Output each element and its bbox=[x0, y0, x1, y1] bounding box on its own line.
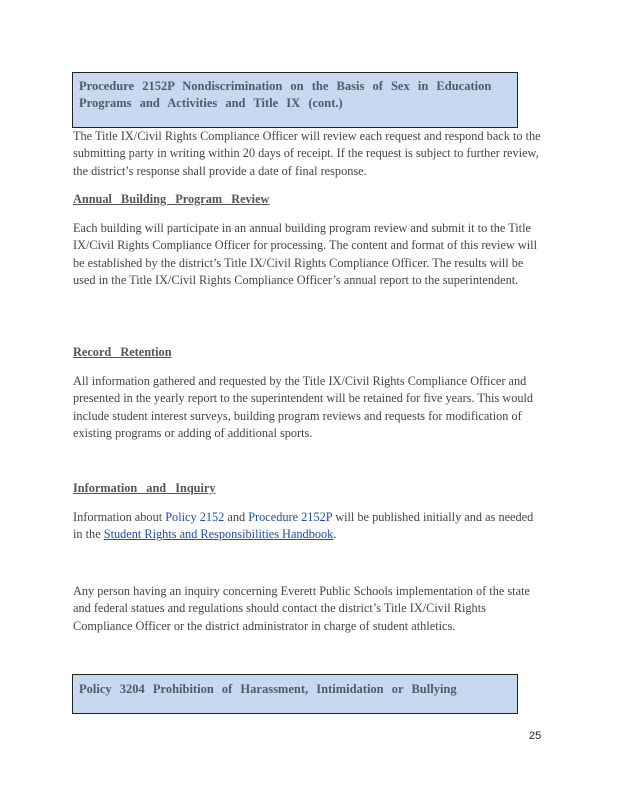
info-text-end: . bbox=[333, 527, 337, 542]
record-retention-heading: Record Retention bbox=[73, 345, 172, 359]
inquiry-paragraph: Any person having an inquiry concerning Everett Public Schools implementation of the state and federal statues and regulations should contact the district’s Title IX/Civil Rights Compliance Officer or the district administrator in charge of student athletics. bbox=[73, 584, 530, 633]
procedure-header-line2: Programs and Activities and Title IX (cont.) bbox=[79, 96, 343, 110]
info-text-pre: Information about bbox=[73, 510, 166, 524]
procedure-2152p-link[interactable]: Procedure 2152P bbox=[248, 510, 333, 524]
policy-3204-header-box bbox=[72, 674, 518, 714]
information-inquiry-heading: Information and Inquiry bbox=[73, 481, 216, 495]
policy-3204-header-text: Policy 3204 Prohibition of Harassment, Intimidation or Bullying bbox=[79, 682, 457, 696]
annual-review-paragraph: Each building will participate in an annual building program review and submit it to the Title IX/Civil Rights Compliance Officer for processing. The content and format of this review will be established by the district’s Title IX/Civil Rights Compliance Officer. The results will be used in the Title IX/Civil Rights Compliance Officer’s annual report to the superintendent. bbox=[73, 221, 537, 287]
information-paragraph bbox=[73, 509, 543, 544]
review-paragraph: The Title IX/Civil Rights Compliance Officer will review each request and respond back to the submitting party in writing within 20 days of receipt. If the request is subject to further review, the district’s response shall provide a date of final response. bbox=[73, 129, 541, 178]
procedure-header-line1: Procedure 2152P Nondiscrimination on the Basis of Sex in Education bbox=[79, 79, 492, 93]
handbook-link[interactable]: Student Rights and Responsibilities Handbook bbox=[103, 527, 334, 542]
record-retention-paragraph: All information gathered and requested by the Title IX/Civil Rights Compliance Officer and presented in the yearly report to the superintendent will be retained for five years. This would include student interest surveys, building program reviews and requests for modification of existing programs or adding of additional sports. bbox=[73, 374, 534, 440]
annual-review-heading: Annual Building Program Review bbox=[73, 192, 270, 206]
page-number: 25 bbox=[529, 730, 542, 742]
procedure-header-box bbox=[72, 72, 518, 128]
info-text-post: will be published initially and as needed in the bbox=[73, 510, 534, 542]
info-text-mid: and bbox=[224, 510, 249, 524]
policy-2152-link[interactable]: Policy 2152 bbox=[165, 510, 225, 524]
